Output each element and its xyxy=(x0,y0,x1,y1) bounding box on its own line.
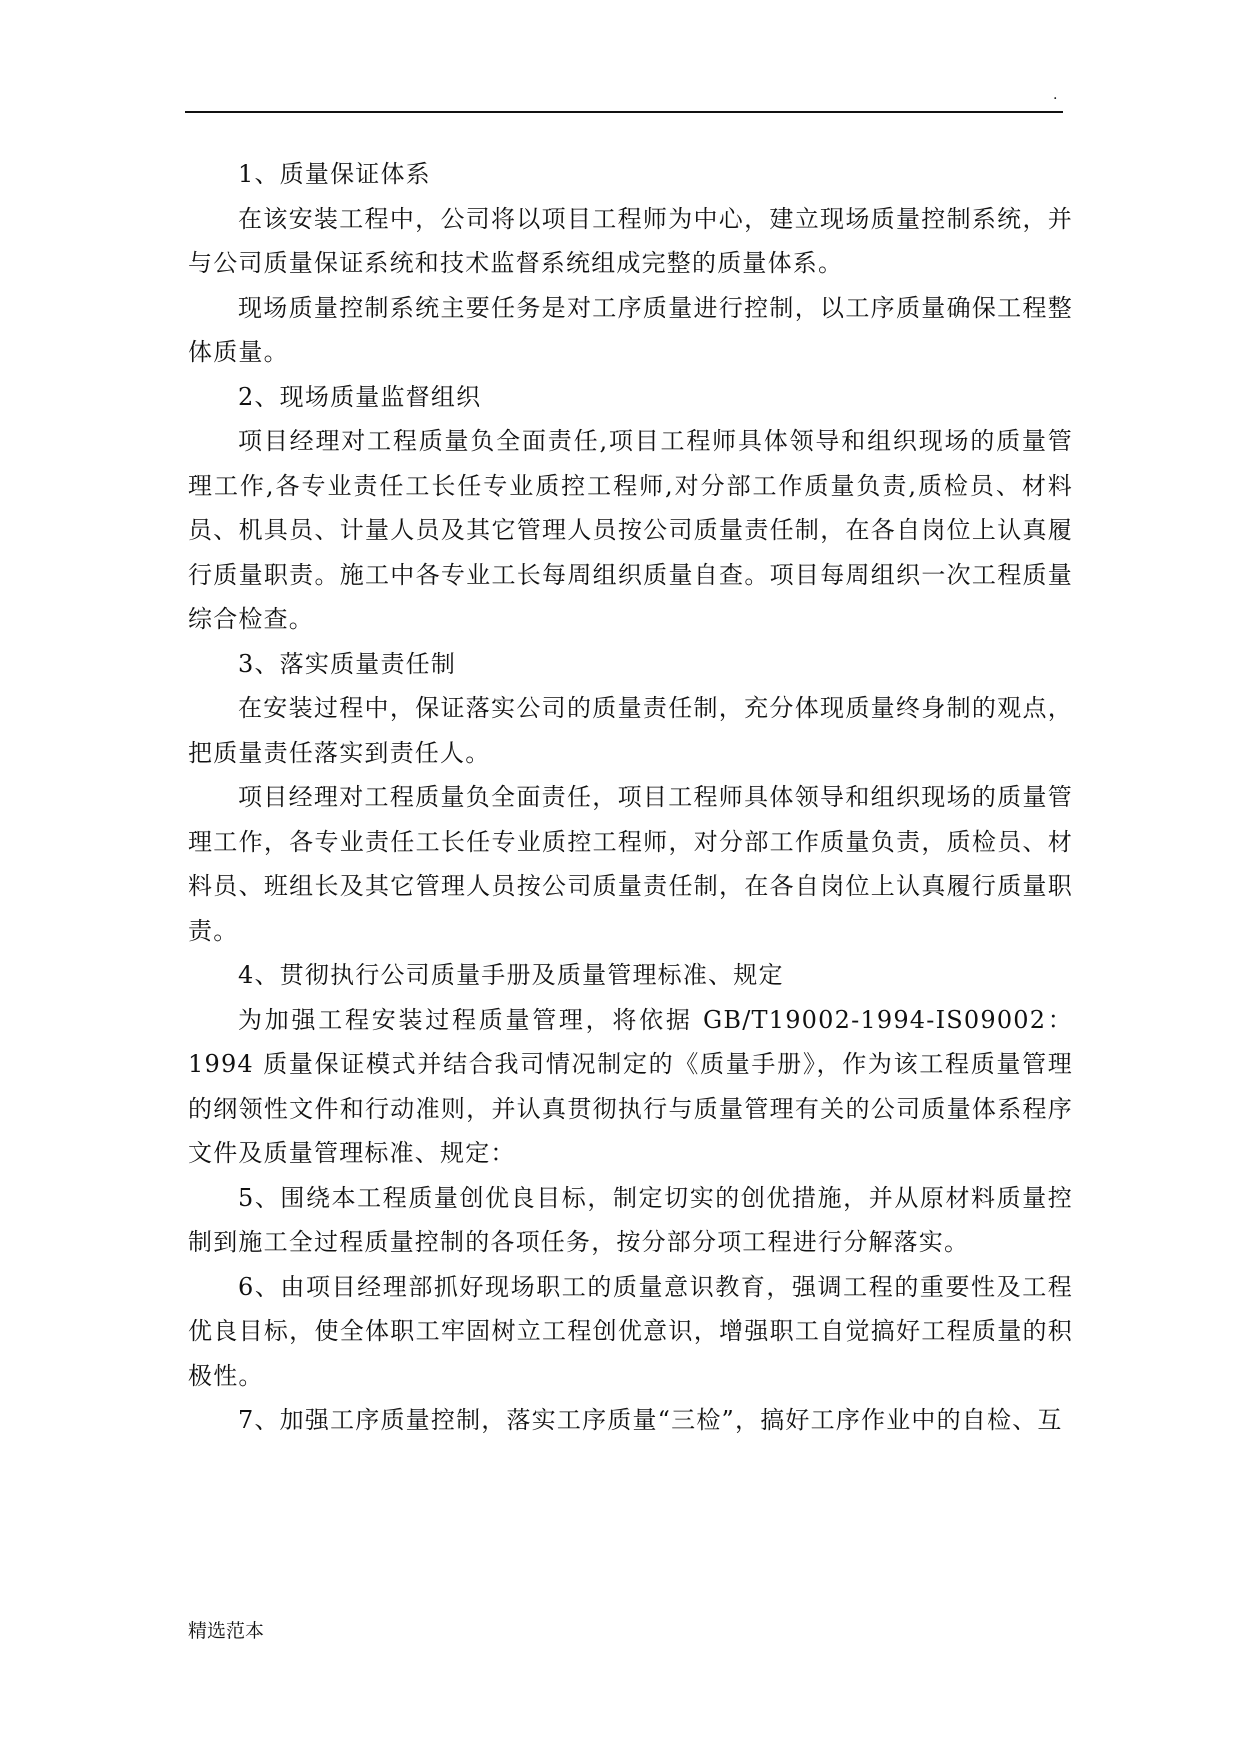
footer-label: 精选范本 xyxy=(188,1620,265,1642)
numbered-paragraph-5: 5、围绕本工程质量创优良目标，制定切实的创优措施，并从原材料质量控制到施工全过程质量控制的各项任务，按分部分项工程进行分解落实。 xyxy=(188,1183,1073,1256)
section-heading-responsibility: 3、落实质量责任制 xyxy=(238,649,457,678)
section-heading-quality-assurance: 1、质量保证体系 xyxy=(238,160,431,188)
document-body xyxy=(188,152,1073,1443)
header-mark: . xyxy=(1053,87,1058,103)
paragraph: 现场质量控制系统主要任务是对工序质量进行控制，以工序质量确保工程整体质量。 xyxy=(188,293,1073,366)
paragraph: 项目经理对工程质量负全面责任，项目工程师具体领导和组织现场的质量管理工作，各专业责任工长任专业质控工程师，对分部工作质量负责，质检员、材料员、班组长及其它管理人员按公司质量责任制，在各自岗位上认真履行质量职责。 xyxy=(188,783,1073,945)
paragraph: 为加强工程安装过程质量管理，将依据 GB/T19002-1994-IS09002：1994 质量保证模式并结合我司情况制定的《质量手册》，作为该工程质量管理的纲领性文件和行动准则，并认真贯彻执行与质量管理有关的公司质量体系程序文件及质量管理标准、规定： xyxy=(188,1005,1073,1167)
numbered-paragraph-6: 6、由项目经理部抓好现场职工的质量意识教育，强调工程的重要性及工程优良目标，使全体职工牢固树立工程创优意识，增强职工自觉搞好工程质量的积极性。 xyxy=(188,1272,1073,1390)
section-heading-quality-manual: 4、贯彻执行公司质量手册及质量管理标准、规定 xyxy=(238,961,784,989)
header-rule xyxy=(185,111,1063,113)
paragraph: 在安装过程中，保证落实公司的质量责任制，充分体现质量终身制的观点，把质量责任落实到责任人。 xyxy=(188,694,1073,767)
paragraph: 项目经理对工程质量负全面责任,项目工程师具体领导和组织现场的质量管理工作,各专业责任工长任专业质控工程师,对分部工作质量负责,质检员、材料员、机具员、计量人员及其它管理人员按公司质量责任制，在各自岗位上认真履行质量职责。施工中各专业工长每周组织质量自查。项目每周组织一次工程质量综合检查。 xyxy=(188,427,1073,633)
paragraph: 在该安装工程中，公司将以项目工程师为中心，建立现场质量控制系统，并与公司质量保证系统和技术监督系统组成完整的质量体系。 xyxy=(188,204,1073,277)
section-heading-site-supervision: 2、现场质量监督组织 xyxy=(238,382,482,411)
numbered-paragraph-7: 7、加强工序质量控制，落实工序质量“三检”，搞好工序作业中的自检、互 xyxy=(238,1406,1063,1434)
